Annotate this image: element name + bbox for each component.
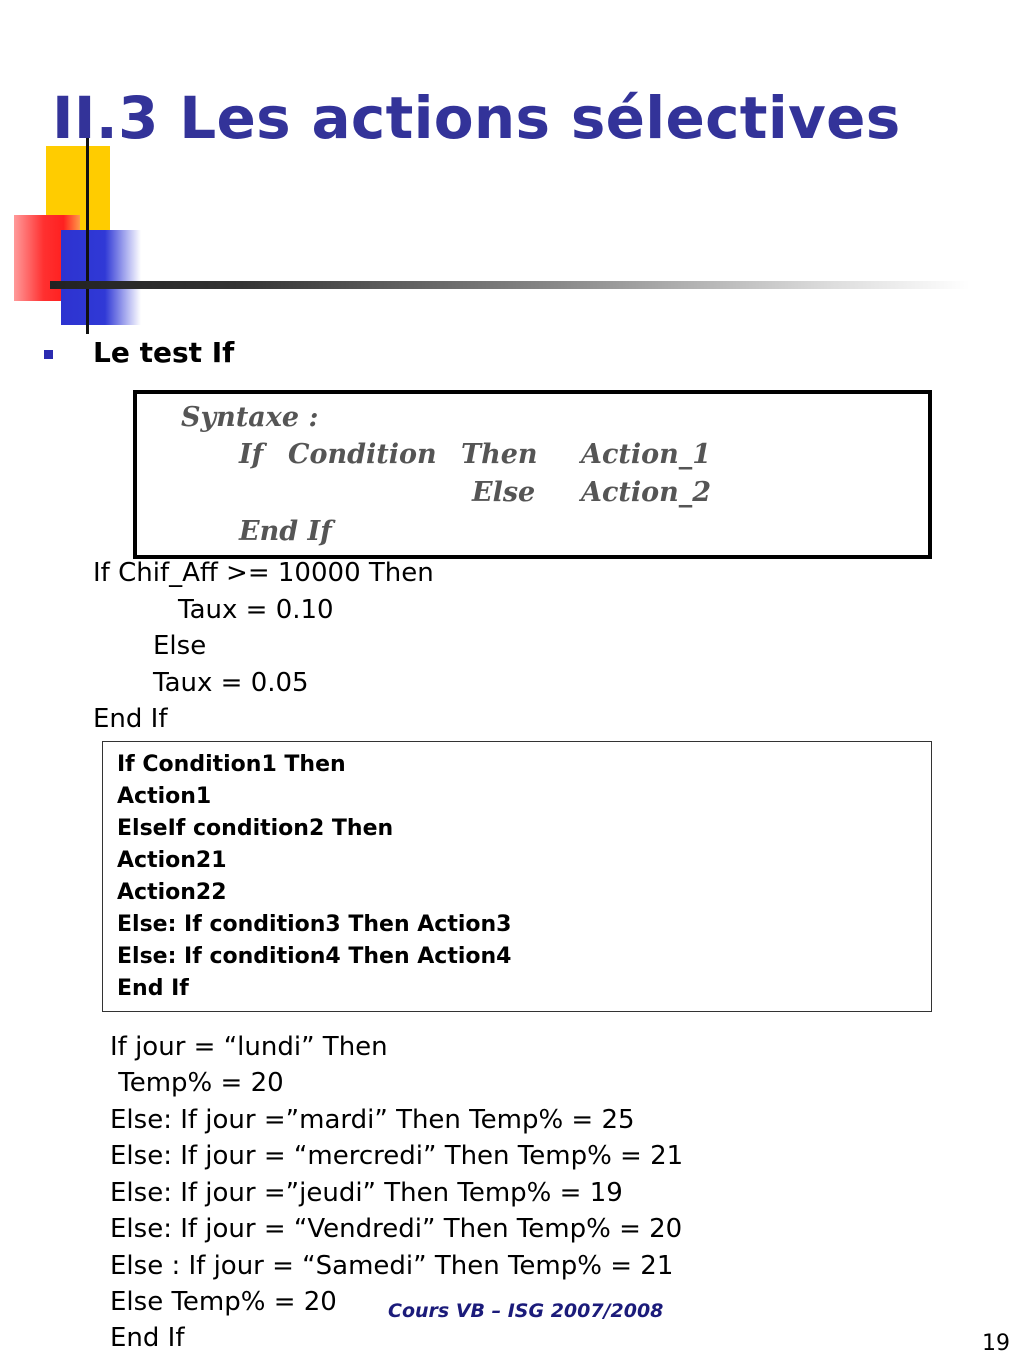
example2-line: Else: If jour =”mardi” Then Temp% = 25 [110, 1105, 635, 1135]
example2-line: Else: If jour = “mercredi” Then Temp% = 21 [110, 1141, 684, 1171]
example1-line: Taux = 0.05 [153, 668, 309, 698]
example2-line: Else Temp% = 20 [110, 1287, 337, 1317]
box2-line: If Condition1 Then [117, 752, 346, 777]
elseif-syntax-box [102, 741, 932, 1012]
example2-line: Else: If jour =”jeudi” Then Temp% = 19 [110, 1178, 623, 1208]
box2-line: Action22 [117, 880, 227, 905]
syntax-box [133, 390, 932, 559]
example1-line: If Chif_Aff >= 10000 Then [93, 558, 434, 588]
syntax-heading: Syntaxe : [181, 402, 319, 433]
example1-line: Taux = 0.10 [178, 595, 334, 625]
example2-line: End If [110, 1323, 185, 1353]
syntax-action2: Action_2 [581, 477, 712, 508]
example2-line: Else : If jour = “Samedi” Then Temp% = 21 [110, 1251, 674, 1281]
bullet-heading: Le test If [93, 336, 235, 369]
box2-line: Action1 [117, 784, 212, 809]
example1-line: Else [153, 631, 207, 661]
box2-line: ElseIf condition2 Then [117, 816, 394, 841]
syntax-else: Else [472, 477, 536, 508]
syntax-then: Then [461, 439, 538, 470]
syntax-if: If [239, 439, 264, 470]
example2-line: Temp% = 20 [110, 1068, 284, 1098]
syntax-condition: Condition [288, 439, 437, 470]
example2-line: Else: If jour = “Vendredi” Then Temp% = 20 [110, 1214, 683, 1244]
page-number: 19 [982, 1331, 1010, 1356]
footer-text: Cours VB – ISG 2007/2008 [388, 1300, 664, 1322]
box2-line: Else: If condition4 Then Action4 [117, 944, 512, 969]
box2-line: End If [117, 976, 189, 1001]
box2-line: Else: If condition3 Then Action3 [117, 912, 512, 937]
decor-blue-square [61, 230, 141, 325]
bullet-square-icon [44, 350, 53, 359]
syntax-end-if: End If [239, 516, 332, 547]
example2-line: If jour = “lundi” Then [110, 1032, 388, 1062]
syntax-action1: Action_1 [581, 439, 712, 470]
decor-vertical-line [86, 128, 89, 334]
example1-line: End If [93, 704, 168, 734]
decor-horizontal-rule [50, 281, 970, 289]
box2-line: Action21 [117, 848, 227, 873]
slide-title: II.3 Les actions sélectives [52, 84, 901, 152]
